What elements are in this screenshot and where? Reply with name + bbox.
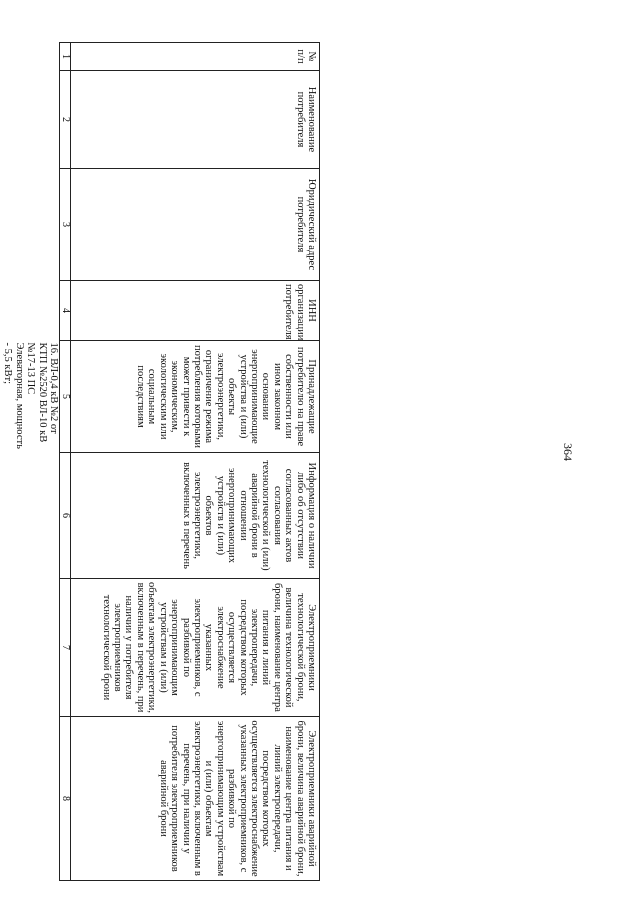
header-cell-inn: ИНН организации потребителя (71, 281, 320, 341)
column-number: 1 (60, 43, 71, 71)
header-row (71, 43, 320, 881)
column-number: 5 (60, 341, 71, 453)
header-cell-consumer-name: Наименование потребителя (71, 71, 320, 169)
column-number: 2 (60, 71, 71, 169)
column-number: 3 (60, 169, 71, 281)
data-table (0, 42, 320, 881)
header-cell-devices: Принадлежащие потребителю на праве собственности или ином законном основании энергопринимающие устройства и (или) объекты электроэнергетики, ограничение режима потребления которыми может привести к экономическим, экологическим или социальным последствиям (71, 341, 320, 453)
header-cell-emergency-reserve: Электроприемники аварийной брони, величина аварийной брони, наименование центра питания и линий электропередачи, посредством которых осуществляется электроснабжение указанных электроприемников, с разбивкой по энергопринимающим устройствам и (или) объектам электроэнергетики, включенным в перечень, при наличии у потребителя электроприемников аварийной брони (71, 717, 320, 881)
column-number: 6 (60, 453, 71, 579)
header-cell-legal-address: Юридический адрес потребителя (71, 169, 320, 281)
header-cell-number: № п/п (71, 43, 320, 71)
header-cell-technological-reserve: Электроприемники технологической брони, величина технологической брони, наименование центра питания и линий электропередачи, посредством которых осуществляется электроснабжение указанных электроприемников, с разбивкой по энергопринимающим устройствам и (или) объектам электроэнергетики, включенным в перечень, при наличии у потребителя электроприемников технологической брони (71, 579, 320, 717)
rotated-sheet (2, 42, 320, 880)
column-number: 7 (60, 579, 71, 717)
devices-list-cell (0, 341, 60, 453)
list-item: 16. ВЛ-0,4 кВ №2 от КТП №2520 ВЛ-10 кВ №17-13 ПС Элеваторная, мощность - 5,5 кВт; (2, 342, 59, 449)
page-number: 364 (561, 443, 575, 461)
column-number-row (60, 43, 71, 881)
column-number: 4 (60, 281, 71, 341)
body-row (0, 43, 60, 881)
column-number: 8 (60, 717, 71, 881)
header-cell-acts: Информация о наличии либо об отсутствии согласованных актов согласования технологической и (или) аварийной брони в отношении энергопринимающих устройств и (или) объектов электроэнергетики, включенных в перечень (71, 453, 320, 579)
